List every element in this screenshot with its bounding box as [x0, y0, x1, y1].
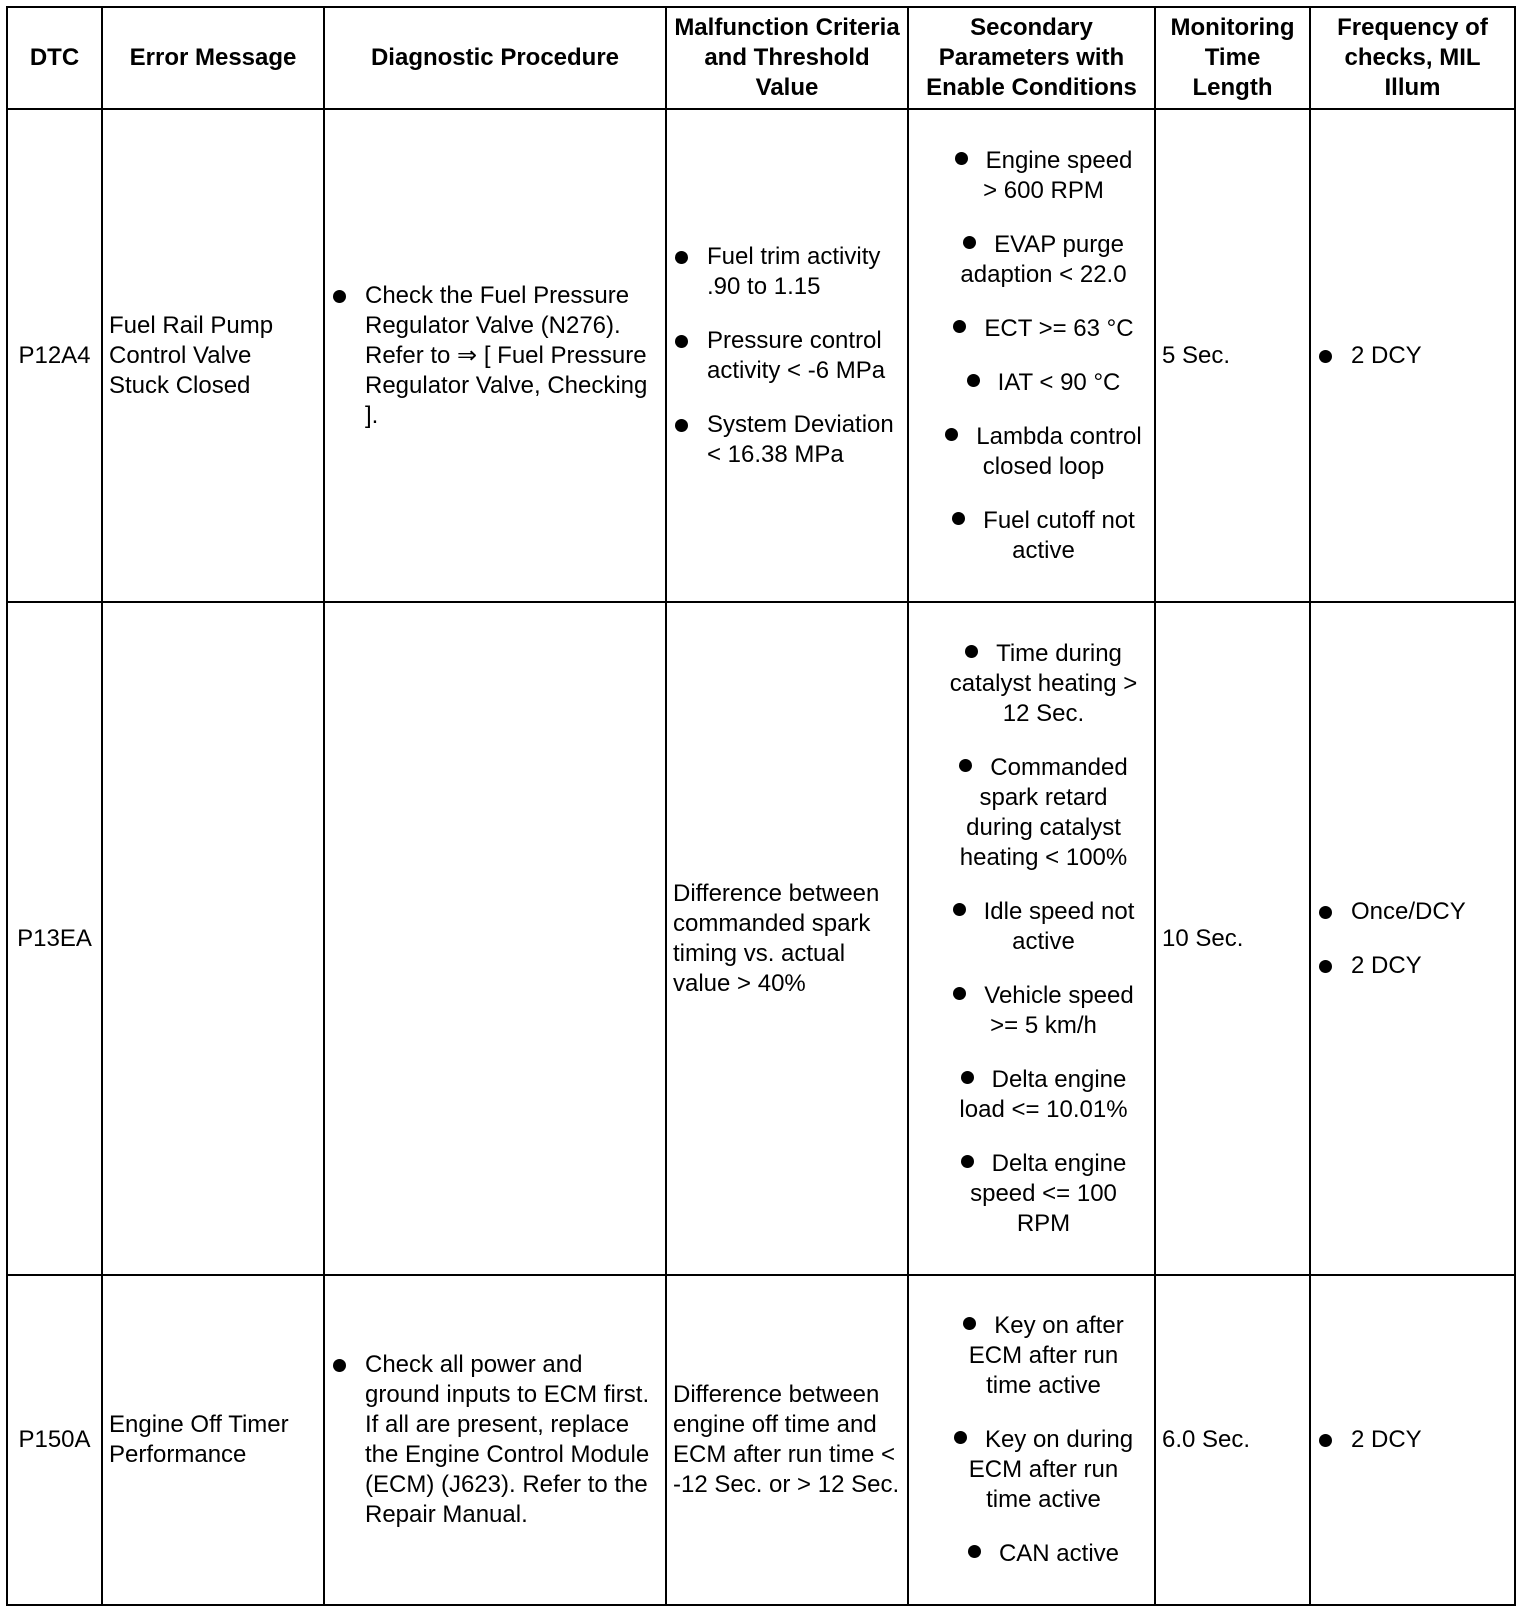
error-message: Engine Off Timer Performance — [102, 1275, 324, 1605]
bullet-text: Key on after ECM after run time active — [968, 1312, 1124, 1399]
secondary-parameters — [908, 1275, 1155, 1605]
bullet-item — [915, 368, 1148, 398]
header-error-message: Error Message — [102, 7, 324, 109]
dtc-table — [6, 6, 1516, 1606]
frequency — [1310, 109, 1515, 602]
header-diagnostic-procedure: Diagnostic Procedure — [324, 7, 666, 109]
table-row — [7, 109, 1515, 602]
bullet-item — [915, 639, 1148, 729]
monitoring-time: 5 Sec. — [1155, 109, 1310, 602]
malfunction-criteria — [666, 109, 908, 602]
bullet-item — [915, 753, 1148, 873]
header-malfunction-criteria: Malfunction Criteria and Threshold Value — [666, 7, 908, 109]
bullet-item — [915, 1149, 1148, 1239]
bullet-text: Time during catalyst heating > 12 Sec. — [949, 639, 1138, 727]
bullet-item — [915, 422, 1148, 482]
bullet-item — [915, 146, 1148, 206]
bullet-text: Key on during ECM after run time active — [968, 1426, 1134, 1513]
bullet-item — [915, 1065, 1148, 1125]
dtc-code: P13EA — [7, 602, 102, 1275]
bullet-item: 2 DCY — [1317, 1425, 1508, 1455]
header-monitoring-time: Monitoring Time Length — [1155, 7, 1310, 109]
frequency — [1310, 602, 1515, 1275]
malfunction-criteria: Difference between commanded spark timing vs. actual value > 40% — [666, 602, 908, 1275]
bullet-text: Fuel cutoff not active — [983, 506, 1135, 564]
bullet-item: Once/DCY — [1317, 897, 1508, 927]
header-row — [7, 7, 1515, 109]
diagnostic-procedure — [324, 109, 666, 602]
bullet-item: Check all power and ground inputs to ECM first. If all are present, replace the Engine Control Module (ECM) (J623). Refer to the Repair Manual. — [331, 1350, 659, 1530]
bullet-text: Delta engine load <= 10.01% — [959, 1065, 1128, 1123]
bullet-item — [915, 506, 1148, 566]
table-row — [7, 602, 1515, 1275]
secondary-parameters — [908, 602, 1155, 1275]
bullet-item: 2 DCY — [1317, 951, 1508, 981]
bullet-text: Engine speed > 600 RPM — [983, 146, 1133, 204]
bullet-item — [915, 1425, 1148, 1515]
header-dtc: DTC — [7, 7, 102, 109]
bullet-item — [915, 1311, 1148, 1401]
table-row — [7, 1275, 1515, 1605]
bullet-text: EVAP purge adaption < 22.0 — [960, 230, 1127, 288]
bullet-item — [915, 897, 1148, 957]
bullet-text: Idle speed not active — [983, 897, 1135, 955]
diagnostic-procedure — [324, 1275, 666, 1605]
bullet-text: Delta engine speed <= 100 RPM — [970, 1149, 1127, 1237]
bullet-item: Check the Fuel Pressure Regulator Valve (N276). Refer to ⇒ [ Fuel Pressure Regulator Valve, Checking ]. — [331, 281, 659, 431]
bullet-text: Vehicle speed >= 5 km/h — [984, 981, 1134, 1039]
error-message — [102, 602, 324, 1275]
bullet-item: Pressure control activity < -6 MPa — [673, 326, 901, 386]
diagnostic-procedure — [324, 602, 666, 1275]
bullet-text: ECT >= 63 °C — [984, 314, 1134, 342]
bullet-item — [915, 314, 1148, 344]
monitoring-time: 10 Sec. — [1155, 602, 1310, 1275]
bullet-item: 2 DCY — [1317, 341, 1508, 371]
error-message: Fuel Rail Pump Control Valve Stuck Closed — [102, 109, 324, 602]
header-secondary-parameters: Secondary Parameters with Enable Conditions — [908, 7, 1155, 109]
secondary-parameters — [908, 109, 1155, 602]
dtc-code: P12A4 — [7, 109, 102, 602]
monitoring-time: 6.0 Sec. — [1155, 1275, 1310, 1605]
bullet-text: IAT < 90 °C — [997, 368, 1121, 396]
bullet-item — [915, 981, 1148, 1041]
frequency — [1310, 1275, 1515, 1605]
malfunction-criteria: Difference between engine off time and ECM after run time < -12 Sec. or > 12 Sec. — [666, 1275, 908, 1605]
bullet-text: Commanded spark retard during catalyst heating < 100% — [959, 753, 1128, 871]
bullet-text: Lambda control closed loop — [976, 422, 1142, 480]
bullet-text: CAN active — [998, 1540, 1120, 1567]
dtc-code: P150A — [7, 1275, 102, 1605]
header-frequency: Frequency of checks, MIL Illum — [1310, 7, 1515, 109]
bullet-item — [915, 1539, 1148, 1569]
bullet-item: Fuel trim activity .90 to 1.15 — [673, 242, 901, 302]
bullet-item — [915, 230, 1148, 290]
bullet-item: System Deviation < 16.38 MPa — [673, 410, 901, 470]
